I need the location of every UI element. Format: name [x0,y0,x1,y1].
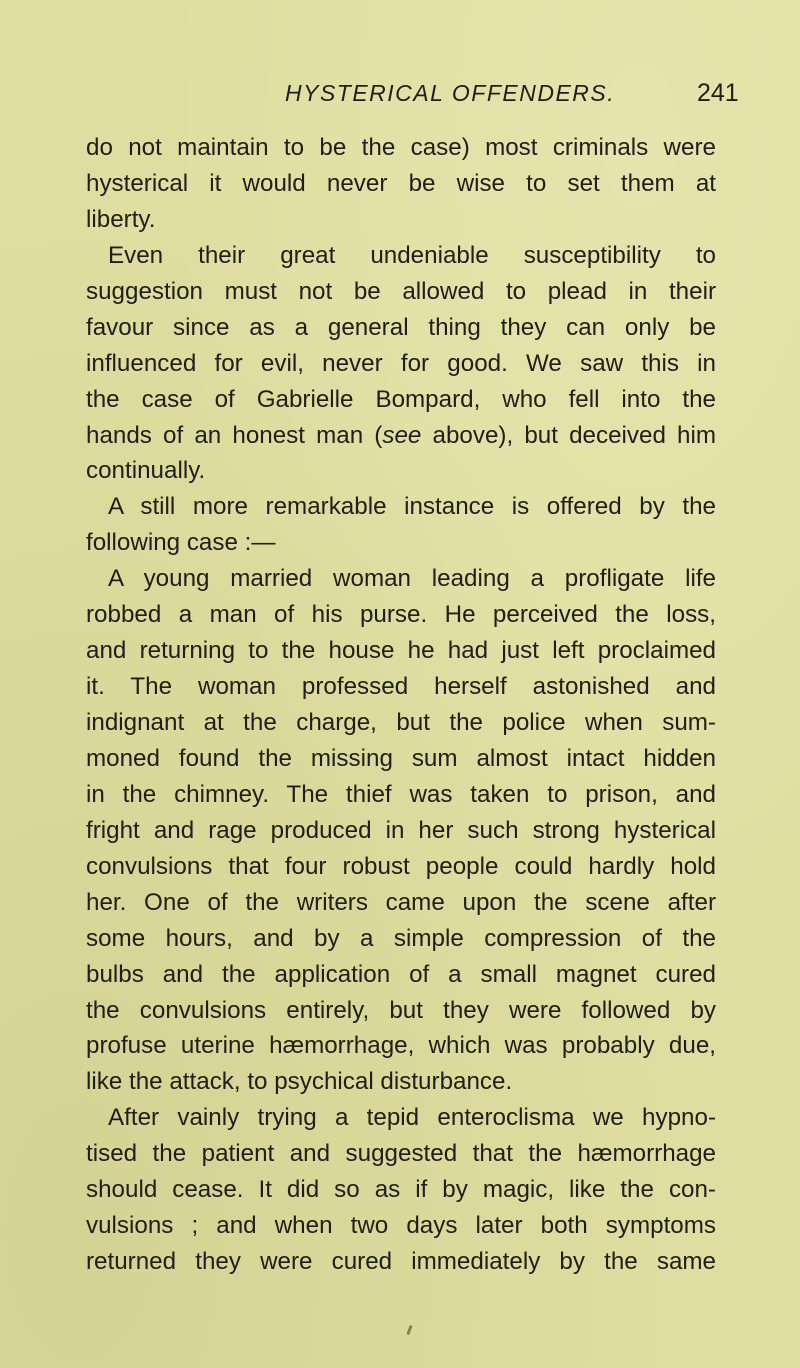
text-line: the case of Gabrielle Bompard, who fell into the [86,385,716,413]
text-line: fright and rage produced in her such strong hysterical [86,816,716,844]
text-line: and returning to the house he had just left proclaimed [86,637,716,665]
text-line: liberty. [86,205,156,233]
text-line: hysterical it would never be wise to set them at [86,169,716,197]
text-line: the convulsions entirely, but they were followed by [86,996,716,1024]
text-segment: hands of an honest man ( [86,421,383,449]
text-line: it. The woman professed herself astonished and [86,673,716,701]
text-line: should cease. It did so as if by magic, like the con- [86,1176,716,1204]
text-line: bulbs and the application of a small magnet cured [86,960,716,988]
text-line: her. One of the writers came upon the scene after [86,888,716,916]
text-line [86,418,716,454]
page-number: 241 [697,79,739,107]
text-segment: above), but deceived him [421,421,716,449]
text-line: continually. [86,457,206,485]
paragraph-first-line: Even their great undeniable susceptibility to [108,241,716,269]
text-line: in the chimney. The thief was taken to prison, and [86,780,716,808]
text-line: robbed a man of his purse. He perceived the loss, [86,601,716,629]
text-line: like the attack, to psychical disturbance. [86,1068,513,1096]
text-line: some hours, and by a simple compression of the [86,924,716,952]
running-head: HYSTERICAL OFFENDERS. [285,80,616,106]
text-line: suggestion must not be allowed to plead in their [86,277,716,305]
body-text [86,130,716,1280]
text-line: influenced for evil, never for good. We saw this in [86,349,716,377]
text-line: following case :— [86,529,276,557]
paper-speck [406,1325,412,1335]
text-line: tised the patient and suggested that the hæmorrhage [86,1140,716,1168]
page-header [0,78,800,118]
text-line: moned found the missing sum almost intact hidden [86,744,716,772]
text-line: vulsions ; and when two days later both symptoms [86,1212,716,1240]
paragraph-first-line: A still more remarkable instance is offered by the [108,493,716,521]
italic-reference: see [382,421,422,449]
text-line: returned they were cured immediately by the same [86,1248,716,1276]
paragraph-first-line: A young married woman leading a profligate life [108,565,716,593]
paragraph-first-line: After vainly trying a tepid enteroclisma we hypno- [108,1104,716,1132]
text-line: profuse uterine hæmorrhage, which was probably due, [86,1032,716,1060]
text-line: indignant at the charge, but the police when sum- [86,709,716,736]
text-line: do not maintain to be the case) most criminals were [86,134,716,161]
text-line: favour since as a general thing they can only be [86,313,716,341]
text-line: convulsions that four robust people could hardly hold [86,852,716,880]
